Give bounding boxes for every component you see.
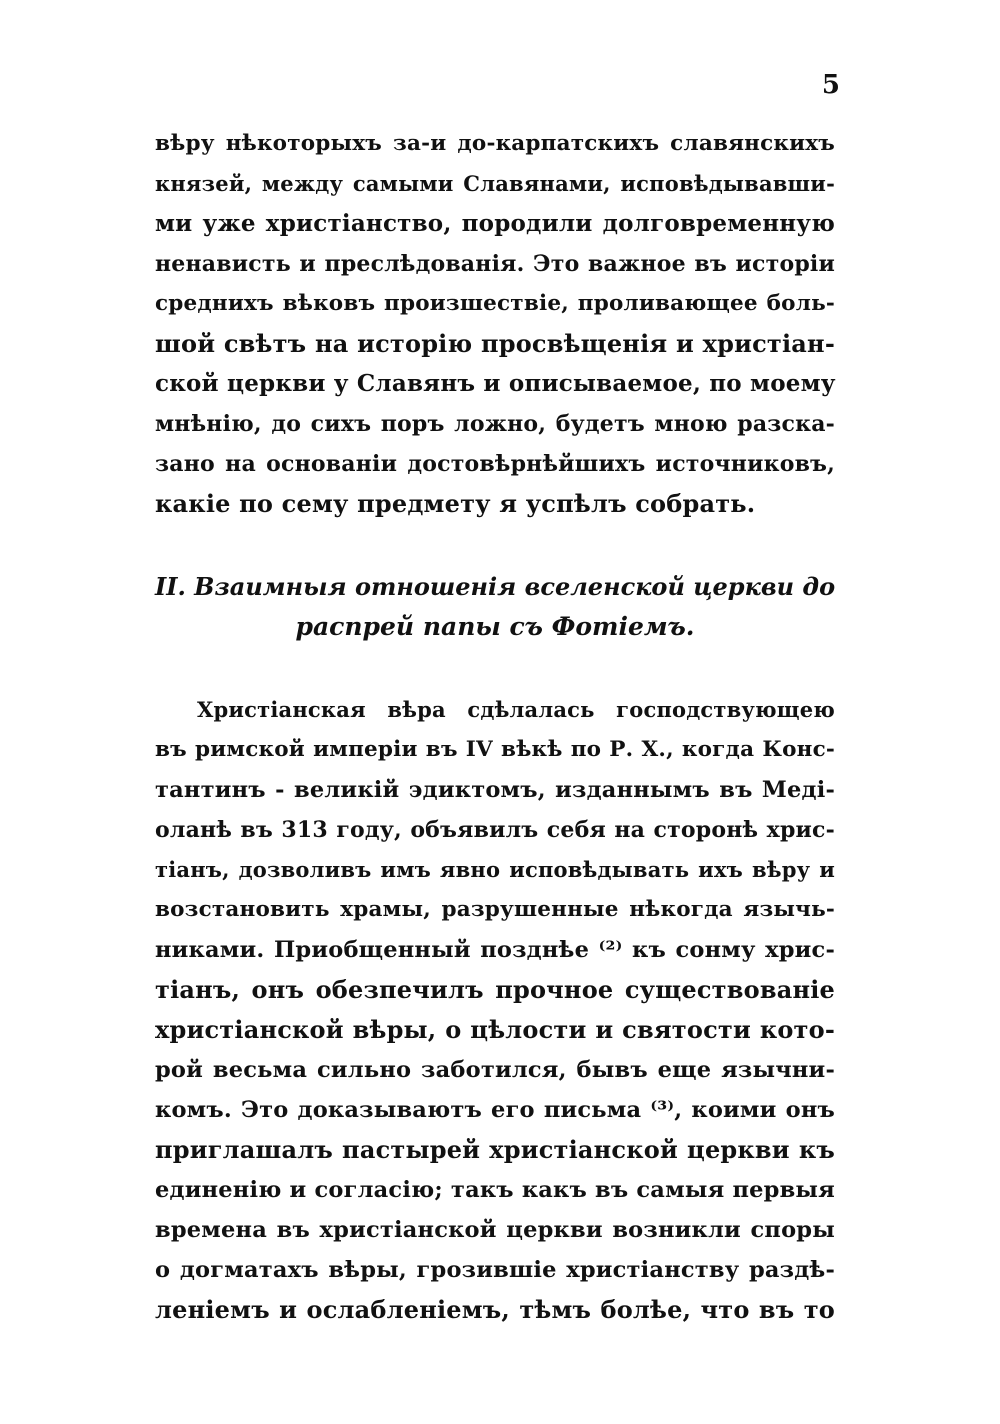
- paragraph-2: [155, 690, 835, 1330]
- text-line: леніемъ и ослабленіемъ, тѣмъ болѣе, что въ то: [155, 1295, 835, 1324]
- text-line: христіанской вѣры, о цѣлости и святости кото-: [155, 1015, 835, 1044]
- text-line: князей, между самыми Славянами, исповѣдывавши-: [155, 171, 835, 196]
- text-line: тіанъ, онъ обезпечилъ прочное существованіе: [155, 975, 835, 1004]
- text-line: какіе по сему предмету я успѣлъ собрать.: [155, 489, 756, 518]
- text-line: никами. Приобщенный позднѣе ⁽²⁾ къ сонму хрис-: [155, 937, 835, 963]
- text-line: мнѣнію, до сихъ поръ ложно, будетъ мною разска-: [155, 411, 835, 437]
- text-line: ми уже христіанство, породили долговременную: [155, 210, 835, 237]
- text-line: рой весьма сильно заботился, бывъ еще язычни-: [155, 1057, 835, 1083]
- text-line: возстановить храмы, разрушенные нѣкогда язычь-: [155, 897, 835, 922]
- text-line: ненависть и преслѣдованія. Это важное въ исторіи: [155, 251, 835, 277]
- text-line: зано на основаніи достовѣрнѣйшихъ источниковъ,: [155, 451, 835, 477]
- text-line: тантинъ - великій эдиктомъ, изданнымъ въ Меді-: [155, 777, 835, 803]
- text-line: комъ. Это доказываютъ его письма ⁽³⁾, коими онъ: [155, 1097, 835, 1123]
- text-line: среднихъ вѣковъ произшествіе, проливающее боль-: [155, 291, 835, 316]
- text-line: оланѣ въ 313 году, объявилъ себя на сторонѣ хрис-: [155, 817, 835, 843]
- paragraph-1: [155, 124, 835, 524]
- text-line: шой свѣтъ на исторію просвѣщенія и христіан-: [155, 329, 835, 358]
- heading-line: распрей папы съ Фотіемъ.: [295, 612, 695, 641]
- text-line: въ римской имперіи въ IV вѣкѣ по Р. Х., когда Конс-: [155, 737, 835, 762]
- text-line: приглашалъ пастырей христіанской церкви къ: [155, 1135, 835, 1164]
- text-line: о догматахъ вѣры, грозившіе христіанству раздѣ-: [155, 1257, 835, 1283]
- text-line: вѣру нѣкоторыхъ за-и до-карпатскихъ славянскихъ: [155, 131, 835, 156]
- text-line: времена въ христіанской церкви возникли споры: [155, 1217, 835, 1243]
- text-line: Христіанская вѣра сдѣлалась господствующею: [197, 697, 835, 722]
- page-number: 5: [821, 70, 840, 100]
- heading-line: II. Взаимныя отношенія вселенской церкви до: [155, 572, 836, 601]
- section-heading: [155, 567, 835, 647]
- text-line: ской церкви у Славянъ и описываемое, по моему: [155, 370, 836, 397]
- text-line: тіанъ, дозволивъ имъ явно исповѣдывать ихъ вѣру и: [155, 857, 835, 882]
- text-line: единенію и согласію; такъ какъ въ самыя первыя: [155, 1177, 835, 1203]
